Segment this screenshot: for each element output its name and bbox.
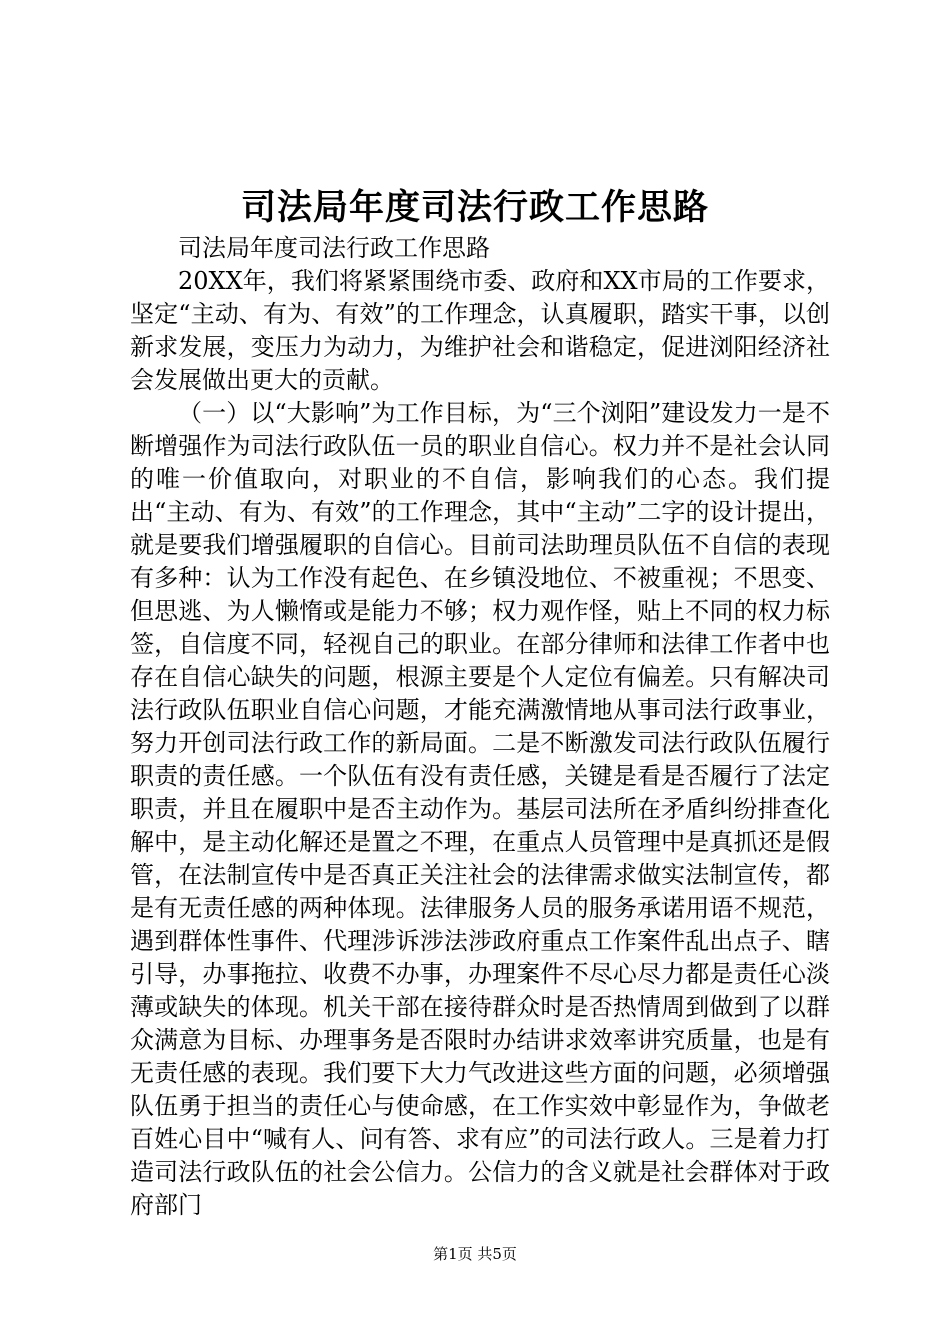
paragraph-section-one: （一）以“大影响”为工作目标，为“三个浏阳”建设发力一是不断增强作为司法行政队伍一员的职业自信心。权力并不是社会认同的唯一价值取向，对职业的不自信，影响我们的心态。我们提出“主动、有为、有效”的工作理念，其中“主动”二字的设计提出，就是要我们增强履职的自信心。目前司法助理员队伍不自信的表现有多种：认为工作没有起色、在乡镇没地位、不被重视；不思变、但思逃、为人懒惰或是能力不够；权力观作怪，贴上不同的权力标签，自信度不同，轻视自己的职业。在部分律师和法律工作者中也存在自信心缺失的问题，根源主要是个人定位有偏差。只有解决司法行政队伍职业自信心问题，才能充满激情地从事司法行政事业，努力开创司法行政工作的新局面。二是不断激发司法行政队伍履行职责的责任感。一个队伍有没有责任感，关键是看是否履行了法定职责，并且在履职中是否主动作为。基层司法所在矛盾纠纷排查化解中，是主动化解还是置之不理，在重点人员管理中是真抓还是假管，在法制宣传中是否真正关注社会的法律需求做实法制宣传，都是有无责任感的两种体现。法律服务人员的服务承诺用语不规范，遇到群体性事件、代理涉诉涉法涉政府重点工作案件乱出点子、瞎引导，办事拖拉、收费不办事，办理案件不尽心尽力都是责任心淡薄或缺失的体现。机关干部在接待群众时是否热情周到做到了以群众满意为目标、办理事务是否限时办结讲求效率讲究质量，也是有无责任感的表现。我们要下大力气改进这些方面的问题，必须增强队伍勇于担当的责任心与使命感，在工作实效中彰显作为，争做老百姓心目中“喊有人、问有答、求有应”的司法行政人。三是着力打造司法行政队伍的社会公信力。公信力的含义就是社会群体对于政府部门 — [130, 399, 830, 1219]
page-footer: 第1页 共5页 — [433, 1245, 517, 1263]
document-title: 司法局年度司法行政工作思路 — [240, 188, 709, 228]
paragraph-intro: 20XX年，我们将紧紧围绕市委、政府和XX市局的工作要求，坚定“主动、有为、有效”的工作理念，认真履职，踏实干事，以创新求发展，变压力为动力，为维护社会和谐稳定，促进浏阳经济社会发展做出更大的贡献。 — [130, 267, 830, 394]
document-body — [130, 232, 830, 1222]
paragraph-subtitle: 司法局年度司法行政工作思路 — [178, 234, 490, 262]
